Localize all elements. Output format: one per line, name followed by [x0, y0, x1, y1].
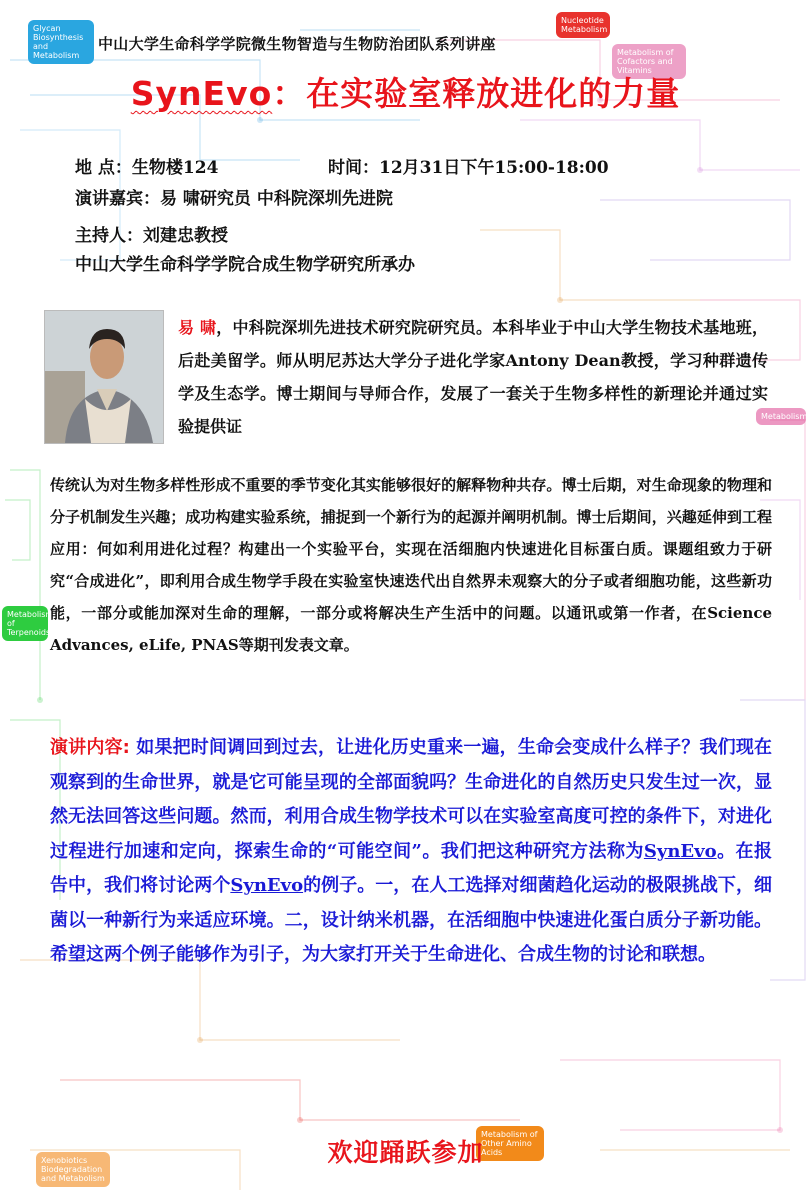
organizer-label: 中山大学生命科学学院合成生物学研究所承办 [75, 255, 415, 275]
speaker-photo [44, 310, 164, 444]
talk-synevo-2: SynEvo [230, 875, 304, 896]
pathway-tag-xenobiotics: Xenobiotics Biodegradation and Metabolism [36, 1152, 110, 1187]
speaker-bio-main: 传统认为对生物多样性形成不重要的季节变化其实能够很好的解释物种共存。博士后期，对生命现象的物理和分子机制发生兴趣；成功构建实验系统，捕捉到一个新行为的起源并阐明机制。博士后期间，兴趣延伸到工程应用：何如利用进化过程？构建出一个实验平台，实现在活细胞内快速进化目标蛋白质。课题组致力于研究“合成进化”，即利用合成生物学手段在实验室快速迭代出自然界未观察大的分子或者细胞功能，这些新功能，一部分或能加深对生命的理解，一部分或将解决生产生活中的问题。以通讯或第一作者，在Science Advances, eLife, PNAS等期刊发表文章。 [50, 476, 772, 654]
talk-content [50, 731, 772, 973]
talk-synevo-1: SynEvo [643, 840, 717, 862]
title-synevo: SynEvo [130, 74, 273, 113]
welcome-banner: 欢迎踊跃参加 [327, 1138, 484, 1167]
lecture-series-title: 中山大学生命科学学院微生物智造与生物防治团队系列讲座 [98, 35, 496, 53]
pathway-tag-terpenoid: Metabolism of Terpenoids [2, 606, 48, 641]
talk-content-label: 演讲内容: [50, 737, 130, 758]
pathway-tag-metabolism: Metabolism [756, 408, 806, 425]
pathway-tag-other-amino: Metabolism of Other Amino Acids [476, 1126, 544, 1161]
speaker-portrait-icon [45, 311, 163, 443]
page-title [0, 68, 811, 115]
location-label: 地 点：生物楼124 [75, 158, 219, 178]
speaker-bio-intro [178, 311, 768, 443]
talk-text-part1: 如果把时间调回到过去，让进化历史重来一遍，生命会变成什么样子？我们现在观察到的生命世界，就是它可能呈现的全部面貌吗？生命进化的自然历史只发生过一次，显然无法回答这些问题。然而，利用合成生物学技术可以在实验室高度可控的条件下，对进化过程进行加速和定向，探索生命的“可能空间”。我们把这种研究方法称为 [50, 737, 772, 862]
pathway-tag-cofactors: Metabolism of Cofactors and Vitamins [612, 44, 686, 79]
time-label: 时间：12月31日下午15:00-18:00 [328, 158, 609, 178]
talk-text-part3: 的例子。一，在人工选择对细菌趋化运动的极限挑战下，细菌以一种新行为来适应环境。二，设计纳米机器，在活细胞中快速进化蛋白质分子新功能。希望这两个例子能够作为引子，为大家打开关于生命进化、合成生物的讨论和联想。 [50, 875, 773, 965]
pathway-tag-nucleotide: Nucleotide Metabolism [556, 12, 610, 38]
host-label: 主持人：刘建忠教授 [75, 226, 228, 246]
talk-text-part2: 。在报告中，我们将讨论两个 [50, 840, 772, 896]
title-subtitle: ：在实验室释放进化的力量 [272, 74, 681, 113]
speaker-intro-text: ，中科院深圳先进技术研究院研究员。本科毕业于中山大学生物技术基地班，后赴美留学。师从明尼苏达大学分子进化学家Antony Dean教授，学习种群遗传学及生态学。博士期间与导师合作，发展了一套关于生物多样性的新理论并通过实验提供证 [178, 318, 768, 436]
speaker-label: 演讲嘉宾：易 啸研究员 中科院深圳先进院 [75, 189, 393, 209]
pathway-tag-glycan: Glycan Biosynthesis and Metabolism [28, 20, 94, 64]
speaker-name: 易 啸 [178, 318, 217, 337]
